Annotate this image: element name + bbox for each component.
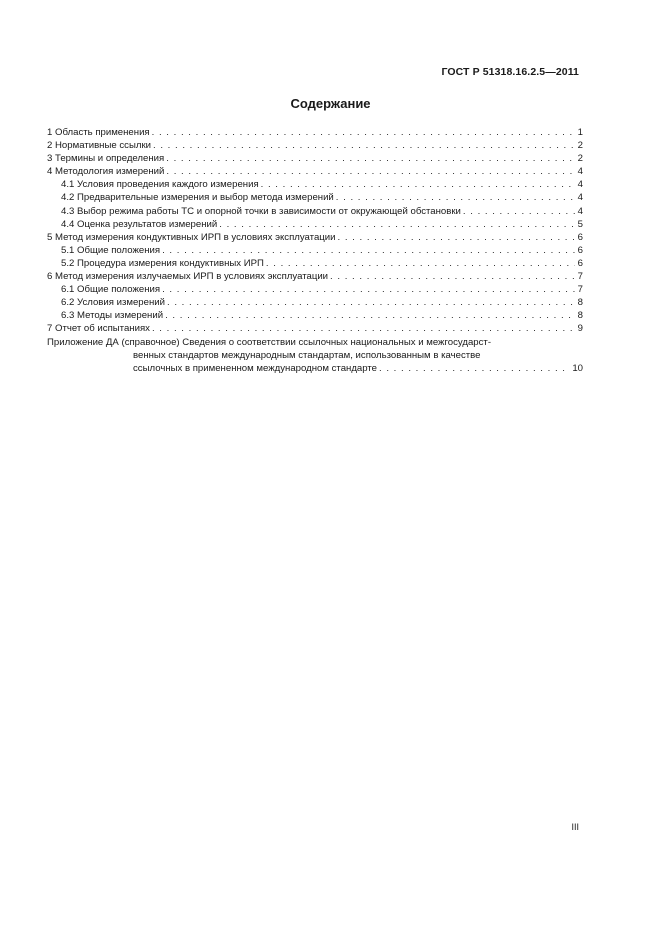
- appendix-title-line-2: венных стандартов международным стандартам, использованным в качестве: [133, 349, 481, 361]
- toc-leader-dots: [338, 231, 575, 244]
- toc-appendix-entry[interactable]: [47, 336, 583, 375]
- toc-leader-dots: [261, 178, 575, 191]
- toc-entry-title: 4 Методология измерений: [47, 166, 165, 178]
- toc-entry-page: 4: [577, 192, 583, 204]
- toc-entry-title: 2 Нормативные ссылки: [47, 140, 152, 152]
- toc-entry-title: 5.2 Процедура измерения кондуктивных ИРП: [61, 257, 264, 269]
- toc-leader-dots: [219, 218, 575, 231]
- toc-leader-dots: [162, 244, 575, 257]
- toc-entry[interactable]: [47, 283, 583, 296]
- document-code: ГОСТ Р 51318.16.2.5—2011: [441, 66, 579, 78]
- appendix-title-line-1: Приложение ДА (справочное) Сведения о соответствии ссылочных национальных и межгосударст-: [47, 336, 492, 348]
- toc-entry[interactable]: [47, 165, 583, 178]
- toc-entry-title: 5.1 Общие положения: [61, 244, 161, 256]
- toc-entry-page: 10: [572, 362, 583, 374]
- toc-leader-dots: [266, 257, 575, 270]
- toc-entry[interactable]: [47, 218, 583, 231]
- toc-entry-page: 1: [577, 127, 583, 138]
- toc-entry[interactable]: [47, 152, 583, 165]
- toc-entry[interactable]: [47, 205, 583, 218]
- toc-entry-title: 6.2 Условия измерений: [61, 297, 165, 309]
- toc-leader-dots: [330, 270, 575, 283]
- table-of-contents: [47, 126, 583, 375]
- toc-entry-title: 7 Отчет об испытаниях: [47, 323, 150, 335]
- page-number: III: [571, 822, 579, 832]
- toc-entry[interactable]: [47, 309, 583, 322]
- toc-entry-page: 8: [577, 310, 583, 322]
- toc-entry-title: 4.1 Условия проведения каждого измерения: [61, 179, 259, 191]
- toc-title: Содержание: [290, 96, 371, 111]
- toc-entry-page: 2: [577, 140, 583, 152]
- toc-leader-dots: [336, 191, 575, 204]
- toc-entry-page: 6: [577, 257, 583, 269]
- toc-entry-title: 1 Область применения: [47, 127, 150, 138]
- toc-leader-dots: [152, 322, 575, 335]
- toc-entry-page: 5: [577, 218, 583, 230]
- toc-leader-dots: [463, 205, 575, 218]
- toc-entry[interactable]: [47, 270, 583, 283]
- toc-entry-page: 7: [577, 284, 583, 296]
- toc-leader-dots: [167, 296, 575, 309]
- toc-leader-dots: [153, 139, 575, 152]
- toc-entry-title: 3 Термины и определения: [47, 153, 165, 165]
- toc-entry-title: 6 Метод измерения излучаемых ИРП в условиях эксплуатации: [47, 271, 329, 283]
- toc-entry-title: 6.3 Методы измерений: [61, 310, 164, 322]
- toc-entry[interactable]: [47, 126, 583, 139]
- toc-entry[interactable]: [47, 178, 583, 191]
- toc-leader-dots: [162, 283, 575, 296]
- toc-entry-title: 6.1 Общие положения: [61, 284, 161, 296]
- toc-entry-title: 5 Метод измерения кондуктивных ИРП в условиях эксплуатации: [47, 231, 336, 243]
- toc-entry-page: 4: [577, 179, 583, 191]
- toc-leader-dots: [165, 309, 575, 322]
- appendix-title-line-3: ссылочных в примененном международном стандарте: [133, 362, 378, 374]
- toc-entry-page: 6: [577, 244, 583, 256]
- toc-entry-page: 6: [577, 231, 583, 243]
- toc-entry[interactable]: [47, 322, 583, 335]
- toc-entry-page: 7: [577, 271, 583, 283]
- toc-entry-title: 4.2 Предварительные измерения и выбор метода измерений: [61, 192, 334, 204]
- toc-leader-dots: [166, 152, 575, 165]
- toc-entry[interactable]: [47, 139, 583, 152]
- toc-entry[interactable]: [47, 244, 583, 257]
- toc-entry-page: 8: [577, 297, 583, 309]
- toc-leader-dots: [166, 165, 575, 178]
- toc-leader-dots: [152, 126, 575, 139]
- toc-entry-title: 4.4 Оценка результатов измерений: [61, 218, 218, 230]
- toc-entry[interactable]: [47, 191, 583, 204]
- toc-entry-page: 9: [577, 323, 583, 335]
- toc-entry-page: 4: [577, 166, 583, 178]
- toc-entry-title: 4.3 Выбор режима работы ТС и опорной точки в зависимости от окружающей обстановки: [61, 205, 461, 217]
- appendix-title-line-3-row: [47, 362, 583, 375]
- toc-leader-dots: [379, 362, 570, 375]
- toc-entry-page: 4: [577, 205, 583, 217]
- toc-entry[interactable]: [47, 257, 583, 270]
- toc-entry-page: 2: [577, 153, 583, 165]
- toc-entry[interactable]: [47, 296, 583, 309]
- toc-entry[interactable]: [47, 231, 583, 244]
